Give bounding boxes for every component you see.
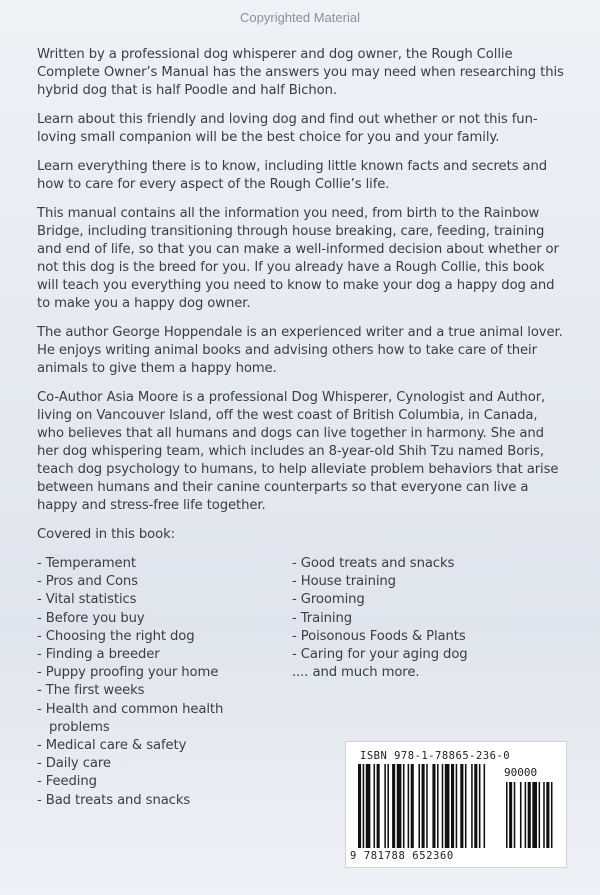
list-item: - Puppy proofing your home bbox=[37, 665, 219, 681]
barcode-bar bbox=[437, 764, 439, 848]
price-code: 90000 bbox=[504, 766, 538, 779]
barcode-bar bbox=[474, 764, 477, 848]
barcode-bar bbox=[460, 764, 463, 848]
list-item: - Pros and Cons bbox=[37, 574, 138, 590]
barcode-bar bbox=[392, 764, 395, 848]
list-item: - Health and common health bbox=[37, 701, 224, 717]
barcode-bar bbox=[471, 764, 473, 848]
barcode-addon-bar bbox=[525, 782, 527, 848]
barcode-bars bbox=[358, 764, 554, 850]
list-item: - Grooming bbox=[292, 592, 365, 608]
barcode-bar bbox=[358, 764, 361, 848]
covered-heading: Covered in this book: bbox=[37, 527, 175, 542]
barcode-addon-bar bbox=[528, 782, 531, 848]
learn-everything-paragraph: Learn everything there is to know, including little known facts and secrets and how to care for every aspect of the Rough Collie’s life. bbox=[37, 159, 548, 192]
coauthor-paragraph: Co-Author Asia Moore is a professional Dog Whisperer, Cynologist and Author, living on Vancouver Island, off the west coast of British Columbia, in Canada, who believes that all humans and dogs can live together in harmony. She and her dog whispering team, which includes an 8-year-old Shih Tzu named Boris, teach dog psychology to humans, to help alleviate problem behaviors that arise between humans and their canine counterparts so that everyone can live a happy and stress-free life together. bbox=[37, 390, 559, 513]
barcode-bar bbox=[426, 764, 428, 848]
barcode-bar bbox=[374, 764, 376, 848]
list-item: - Caring for your aging dog bbox=[292, 647, 468, 663]
barcode-bar bbox=[456, 764, 458, 848]
list-item: - The first weeks bbox=[37, 683, 145, 699]
barcode-bar bbox=[408, 764, 410, 848]
intro-paragraph: Written by a professional dog whisperer and dog owner, the Rough Collie Complete Owner’s Manual has the answers you may need when researching this hybrid dog that is half Poodle and half Bichon. bbox=[37, 47, 564, 98]
barcode-bar bbox=[411, 764, 414, 848]
list-item: - House training bbox=[292, 574, 396, 590]
barcode-bar bbox=[465, 764, 467, 848]
list-item: - Finding a breeder bbox=[37, 647, 160, 663]
barcode-addon-bar bbox=[551, 782, 553, 848]
barcode-bar bbox=[387, 764, 389, 848]
barcode-bar bbox=[366, 764, 371, 848]
barcode-addon-bar bbox=[506, 782, 508, 848]
barcode-bar bbox=[403, 764, 405, 848]
list-item-continuation: problems bbox=[49, 719, 110, 735]
list-item: - Good treats and snacks bbox=[292, 556, 455, 571]
barcode-addon-bar bbox=[543, 782, 545, 848]
barcode-addon-bar bbox=[539, 782, 541, 848]
isbn-barcode bbox=[345, 741, 567, 868]
barcode-addon-bar bbox=[546, 782, 549, 848]
barcode-bar bbox=[479, 764, 481, 848]
barcode-bar bbox=[422, 764, 425, 848]
copyright-watermark: Copyrighted Material bbox=[240, 10, 360, 25]
barcode-bar bbox=[451, 764, 454, 848]
list-item: - Temperament bbox=[37, 556, 136, 571]
author-paragraph: The author George Hoppendale is an experienced writer and a true animal lover. He enjoys writing animal books and advising others how to take care of their animals to give them a happy home. bbox=[37, 325, 563, 376]
barcode-bar bbox=[484, 764, 486, 848]
barcode-bar bbox=[363, 764, 365, 848]
list-item: - Poisonous Foods & Plants bbox=[292, 628, 466, 644]
barcode-bar bbox=[397, 764, 402, 848]
barcode-bar bbox=[377, 764, 380, 848]
topics-right-column bbox=[292, 555, 562, 682]
list-item: .... and much more. bbox=[292, 665, 420, 681]
barcode-bar bbox=[432, 764, 435, 848]
barcode-addon-bar bbox=[520, 782, 522, 848]
list-item: - Training bbox=[292, 610, 352, 626]
topics-left-column bbox=[37, 555, 267, 810]
learn-about-paragraph: Learn about this friendly and loving dog and find out whether or not this fun-loving small companion will be the best choice for you and your family. bbox=[37, 112, 538, 145]
list-item: - Feeding bbox=[37, 774, 97, 790]
barcode-addon-bar bbox=[532, 782, 537, 848]
manual-contents-paragraph: This manual contains all the information you need, from birth to the Rainbow Bridge, including transitioning through house breaking, care, feeding, training and end of life, so that you can make a well-informed decision about whether or not this dog is the breed for you. If you already have a Rough Collie, this book will teach you everything you need to know to make your dog a happy dog and to make you a happy dog owner. bbox=[37, 206, 559, 311]
isbn-number: ISBN 978-1-78865-236-0 bbox=[360, 750, 511, 762]
list-item: - Bad treats and snacks bbox=[37, 792, 191, 808]
list-item: - Daily care bbox=[37, 756, 111, 772]
barcode-addon-bar bbox=[514, 782, 516, 848]
barcode-bar bbox=[442, 764, 444, 848]
list-item: - Before you buy bbox=[37, 610, 145, 626]
ean-digits: 9 781788 652360 bbox=[350, 850, 454, 862]
barcode-addon-bar bbox=[509, 782, 512, 848]
barcode-bar bbox=[384, 764, 386, 848]
list-item: - Vital statistics bbox=[37, 592, 137, 608]
barcode-bar bbox=[418, 764, 420, 848]
barcode-bar bbox=[445, 764, 450, 848]
list-item: - Medical care & safety bbox=[37, 738, 187, 754]
list-item: - Choosing the right dog bbox=[37, 628, 195, 644]
back-cover-text bbox=[37, 46, 567, 815]
